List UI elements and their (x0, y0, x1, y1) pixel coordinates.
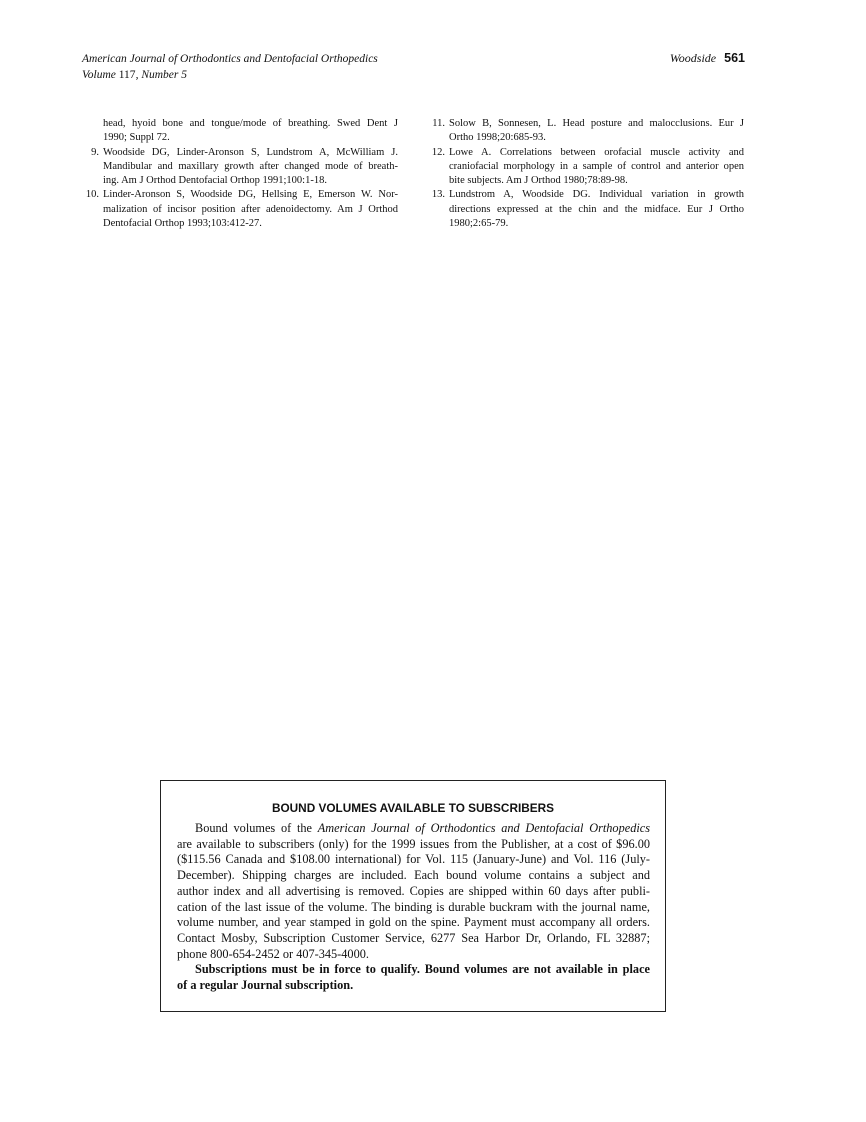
reference-line: Woodside DG, Linder-Aronson S, Lundstrom A, McWilliam J. (103, 146, 398, 158)
notice-line: Contact Mosby, Subscription Customer Service, 6277 Sea Harbor Dr, Orlando, FL 32887; (177, 930, 650, 945)
bound-volumes-notice (160, 780, 666, 1012)
reference-number: 12. (431, 146, 445, 158)
notice-line: cation of the last issue of the volume. The binding is durable buckram with the journal name, (177, 899, 650, 914)
reference-line: Ortho 1998;20:685-93. (449, 132, 546, 144)
reference-number: 10. (85, 189, 99, 201)
notice-line: author index and all advertising is removed. Copies are shipped within 60 days after publi- (177, 883, 650, 898)
references-right-column (426, 117, 744, 231)
volume-info: Volume 117, Number 5 (82, 69, 187, 81)
reference-line: head, hyoid bone and tongue/mode of breathing. Swed Dent J (103, 118, 398, 129)
notice-line: phone 800-654-2452 or 407-345-4000. (177, 946, 369, 961)
reference-line: malization of incisor position after adenoidectomy. Am J Orthod (103, 203, 398, 215)
reference-line: bite subjects. Am J Orthod 1980;78:89-98. (449, 175, 628, 187)
notice-line: volume number, and year stamped in gold on the spine. Payment must accompany all orders. (177, 915, 650, 930)
notice-bold-line: Subscriptions must be in force to qualify. Bound volumes are not available in place (195, 962, 650, 977)
reference-line: 1990; Suppl 72. (103, 132, 170, 144)
reference-line: 1980;2:65-79. (449, 218, 509, 230)
reference-line: Lundstrom A, Woodside DG. Individual variation in growth (449, 189, 744, 201)
notice-line: Bound volumes of the American Journal of Orthodontics and Dentofacial Orthopedics (195, 821, 650, 835)
reference-item (426, 146, 744, 189)
reference-line: Dentofacial Orthop 1993;103:412-27. (103, 218, 262, 230)
reference-line: Lowe A. Correlations between orofacial muscle activity and (449, 146, 744, 158)
notice-bold-line: of a regular Journal subscription. (177, 978, 354, 993)
reference-line: Solow B, Sonnesen, L. Head posture and malocclusions. Eur J (449, 118, 744, 129)
reference-number: 13. (431, 189, 445, 201)
page-number: 561 (724, 51, 745, 65)
author-name: Woodside (669, 51, 717, 65)
running-header (82, 51, 378, 83)
reference-line: directions expressed at the chin and the midface. Eur J Ortho (449, 203, 744, 215)
reference-item (426, 117, 744, 146)
notice-line: ($115.56 Canada and $108.00 international) for Vol. 115 (January-June) and Vol. 116 (July- (177, 852, 650, 867)
notice-line: are available to subscribers (only) for the 1999 issues from the Publisher, at a cost of $96.00 (177, 836, 650, 851)
reference-number: 11. (432, 118, 445, 129)
reference-item (80, 188, 398, 231)
journal-name: American Journal of Orthodontics and Dentofacial Orthopedics (317, 821, 650, 835)
reference-line: Mandibular and maxillary growth after changed mode of breath- (103, 160, 398, 172)
notice-title: BOUND VOLUMES AVAILABLE TO SUBSCRIBERS (271, 801, 555, 815)
journal-title: American Journal of Orthodontics and Dentofacial Orthopedics (82, 53, 378, 65)
notice-line: December). Shipping charges are included. Each bound volume contains a subject and (177, 868, 650, 883)
reference-item (80, 117, 398, 146)
notice-body (177, 821, 650, 994)
running-header-right (670, 51, 745, 66)
reference-line: ing. Am J Orthod Dentofacial Orthop 1991;100:1-18. (103, 175, 327, 187)
reference-number: 9. (91, 146, 99, 158)
reference-item (80, 146, 398, 189)
reference-line: Linder-Aronson S, Woodside DG, Hellsing E, Emerson W. Nor- (103, 189, 398, 201)
references-left-column (80, 117, 398, 231)
reference-line: craniofacial morphology in a sample of control and anterior open (449, 160, 744, 172)
reference-item (426, 188, 744, 231)
